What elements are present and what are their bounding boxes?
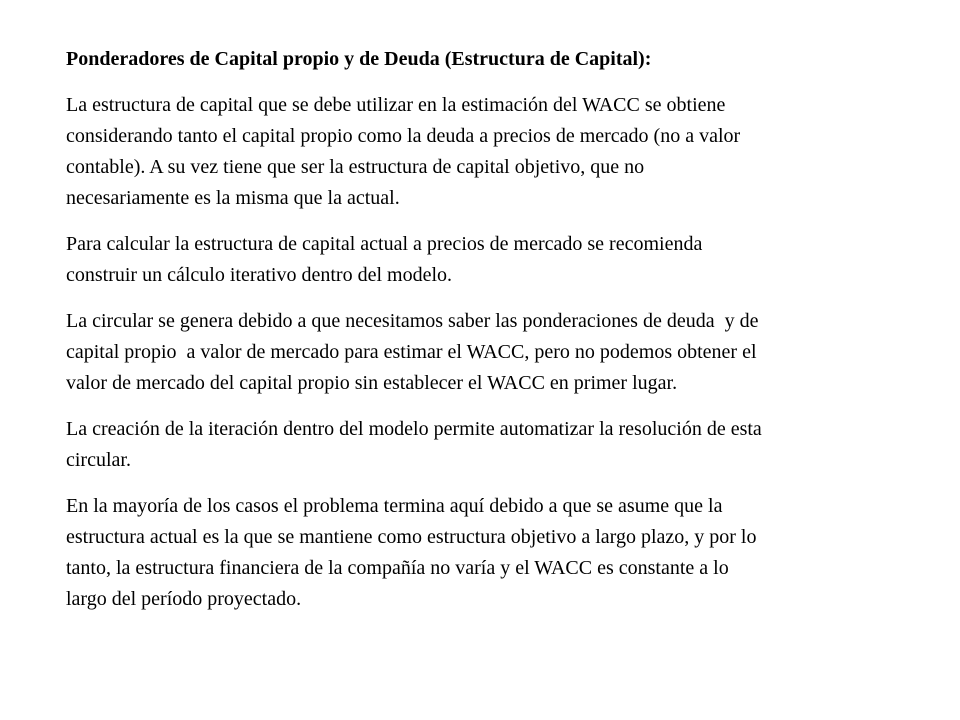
text-line: valor de mercado del capital propio sin establecer el WACC en primer lugar. bbox=[66, 372, 678, 394]
text-line: estructura actual es la que se mantiene como estructura objetivo a largo plazo, y por lo bbox=[66, 526, 757, 548]
text-line: La creación de la iteración dentro del modelo permite automatizar la resolución de esta bbox=[66, 418, 762, 440]
text-line: Para calcular la estructura de capital actual a precios de mercado se recomienda bbox=[66, 233, 703, 255]
text-line: necesariamente es la misma que la actual. bbox=[66, 187, 400, 209]
text-line: contable). A su vez tiene que ser la estructura de capital objetivo, que no bbox=[66, 156, 645, 178]
text-line: capital propio a valor de mercado para estimar el WACC, pero no podemos obtener el bbox=[66, 341, 757, 363]
text-line: construir un cálculo iterativo dentro del modelo. bbox=[66, 264, 452, 286]
text-line: En la mayoría de los casos el problema termina aquí debido a que se asume que la bbox=[66, 495, 723, 517]
text-line: circular. bbox=[66, 449, 131, 471]
text-line: La estructura de capital que se debe utilizar en la estimación del WACC se obtiene bbox=[66, 94, 726, 116]
slide-content bbox=[66, 44, 926, 630]
paragraph-constant-wacc bbox=[66, 491, 926, 615]
text-line: considerando tanto el capital propio como la deuda a precios de mercado (no a valor bbox=[66, 125, 741, 147]
paragraph-iteration-automation bbox=[66, 414, 926, 476]
paragraph-wacc-structure bbox=[66, 90, 926, 214]
text-line: tanto, la estructura financiera de la compañía no varía y el WACC es constante a lo bbox=[66, 557, 729, 579]
text-line: largo del período proyectado. bbox=[66, 588, 302, 610]
paragraph-circularity bbox=[66, 306, 926, 399]
text-line: La circular se genera debido a que necesitamos saber las ponderaciones de deuda y de bbox=[66, 310, 759, 332]
paragraph-iterative-calc bbox=[66, 229, 926, 291]
slide-heading: Ponderadores de Capital propio y de Deuda (Estructura de Capital): bbox=[66, 48, 652, 70]
